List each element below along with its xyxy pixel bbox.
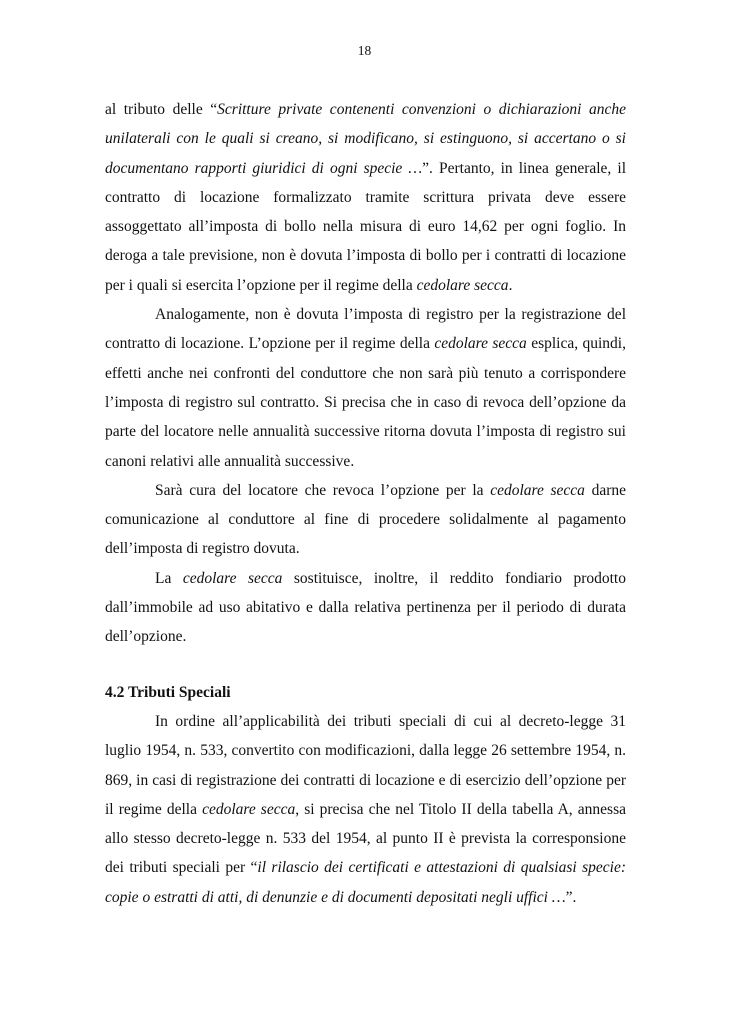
page-number: 18 xyxy=(357,43,372,58)
text-run: sostituisce, inoltre, il reddito fondiario prodotto dall’immobile ad uso abitativo e dalla relativa pertinenza per il periodo di durata dell’opzione. xyxy=(105,569,626,646)
text-run: , si precisa che nel Titolo II della tabella A, annessa allo stesso decreto-legge n. 533 del 1954, al punto II è prevista la corresponsione dei tributi speciali per “ xyxy=(105,800,626,877)
text-run: ”. xyxy=(565,888,577,906)
italic-text-run: il rilascio dei certificati e attestazioni di qualsiasi specie: copie o estratti di atti, di denunzie e di documenti depositati negli uffici … xyxy=(105,859,626,906)
italic-text-run: cedolare secca xyxy=(434,335,527,353)
text-run: al tributo delle “ xyxy=(105,101,218,118)
text-run: Analogamente, non è dovuta l’imposta di registro per la registrazione del contratto di locazione. L’opzione per il regime della xyxy=(105,306,626,353)
italic-text-run: cedolare secca xyxy=(416,276,509,294)
section-spacer xyxy=(105,652,626,678)
paragraph xyxy=(105,707,626,912)
paragraph xyxy=(105,564,626,652)
italic-text-run: cedolare secca xyxy=(490,481,585,499)
text-run: Sarà cura del locatore che revoca l’opzione per la xyxy=(155,481,491,499)
text-run: darne comunicazione al conduttore al fine di procedere solidalmente al pagamento dell’imposta di registro dovuta. xyxy=(105,481,627,558)
body-text xyxy=(105,95,626,912)
text-run: In ordine all’applicabilità dei tributi speciali di cui al decreto-legge 31 luglio 1954, n. 533, convertito con modificazioni, dalla legge 26 settembre 1954, n. 869, in casi di registrazione dei contratti di locazione e di esercizio dell’opzione per il regime della xyxy=(105,712,626,818)
text-run: . xyxy=(508,276,513,294)
text-run: esplica, quindi, effetti anche nei confronti del conduttore che non sarà più tenuto a corrispondere l’imposta di registro sul contratto. Si precisa che in caso di revoca dell’opzione da parte del locatore nelle annualità successive ritorna dovuta l’imposta di registro sui canoni relativi alle annualità successive. xyxy=(105,335,626,470)
text-run: ”. Pertanto, in linea generale, il contratto di locazione formalizzato tramite scrittura privata deve essere assoggettato all’imposta di bollo nella misura di euro 14,62 per ogni foglio. In deroga a tale previsione, non è dovuta l’imposta di bollo per i contratti di locazione per i quali si esercita l’opzione per il regime della xyxy=(105,159,626,294)
section-heading: 4.2 Tributi Speciali xyxy=(105,683,231,701)
italic-text-run: cedolare secca xyxy=(202,800,296,818)
italic-text-run: cedolare secca xyxy=(182,569,283,587)
paragraph xyxy=(105,95,626,300)
italic-text-run: Scritture private contenenti convenzioni o dichiarazioni anche unilaterali con le quali si creano, si modificano, si estinguono, si accertano o si documentano rapporti giuridici di ogni specie … xyxy=(105,101,626,177)
paragraph xyxy=(105,476,626,564)
paragraph xyxy=(105,300,626,476)
text-run: La xyxy=(155,569,183,587)
